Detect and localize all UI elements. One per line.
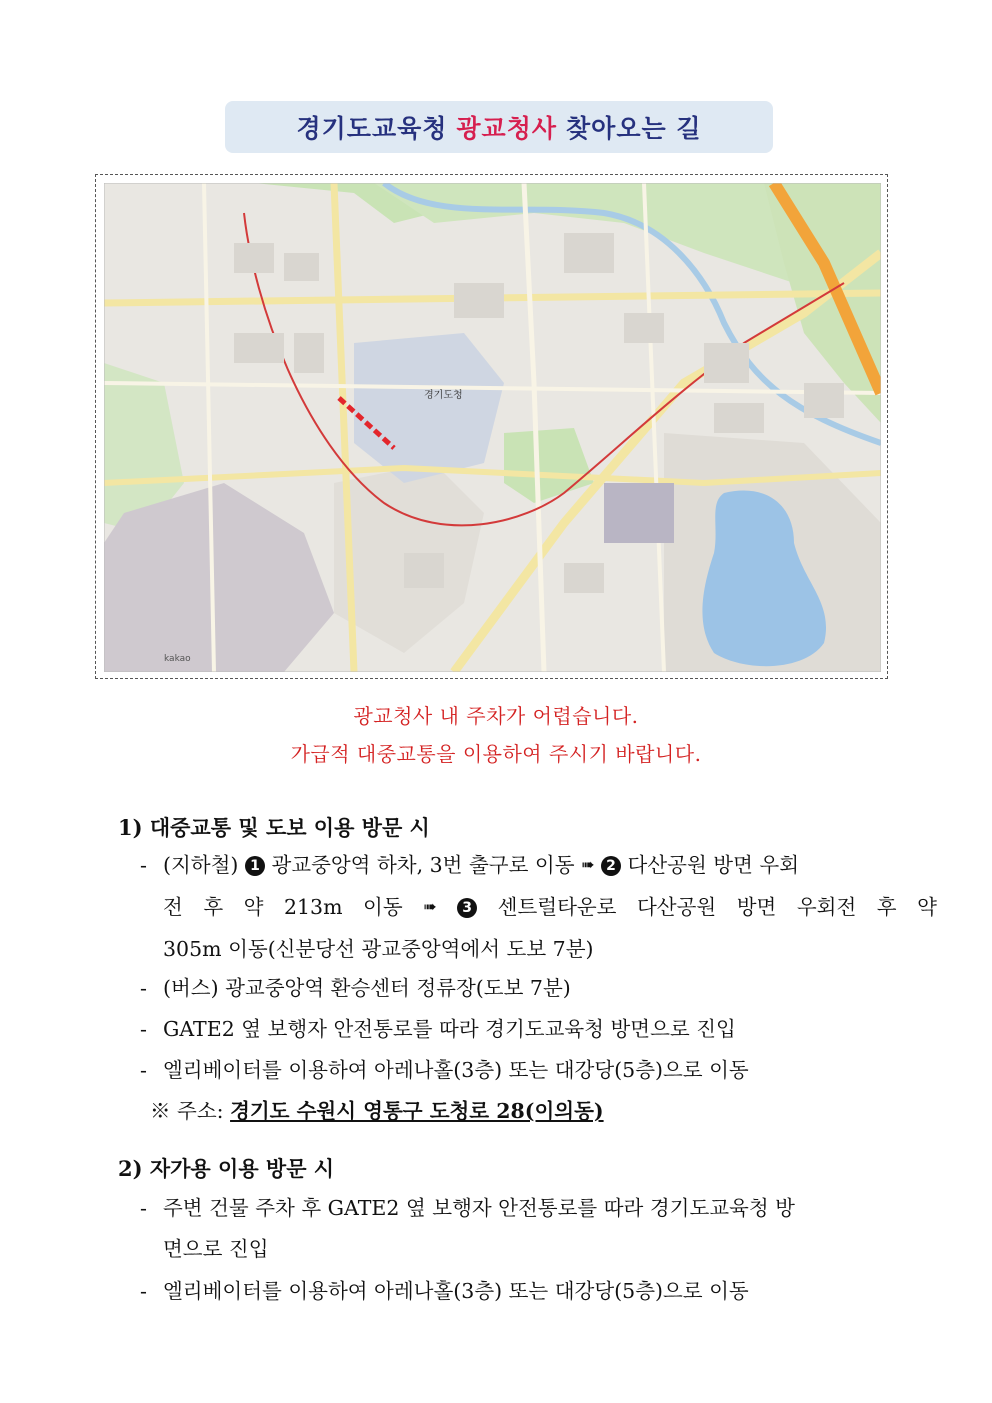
bullet-dash: - [140,1058,147,1082]
notice-line1: 광교청사 내 주차가 어렵습니다. [353,704,639,728]
page-title [225,101,773,153]
step3-text: 센트럴타운로 다산공원 방면 우회전 후 약 [497,895,937,919]
step2-text-b: 전 후 약 213m 이동 [163,895,403,919]
step3-number-icon: 3 [457,898,477,918]
elevator-text-2: 엘리베이터를 이용하여 아레나홀(3층) 또는 대강당(5층)으로 이동 [163,1279,749,1303]
step1-text: 광교중앙역 하차, 3번 출구로 이동 [271,853,575,877]
map-provider-logo: kakao [164,654,191,664]
step1-number-icon: 1 [245,856,265,876]
gate-text: GATE2 옆 보행자 안전통로를 따라 경기도교육청 방면으로 진입 [163,1017,736,1041]
step2-text-a: 다산공원 방면 우회 [627,853,800,877]
subway-line1 [163,844,799,886]
parking-text-b: 면으로 진입 [163,1237,269,1261]
bullet-dash: - [140,1196,147,1220]
bullet-dash: - [140,1017,147,1041]
title-part1: 경기도교육청 [296,114,448,143]
map-image [104,183,881,672]
arrow-icon: ➠ [581,855,595,874]
subway-prefix: (지하철) [163,853,239,877]
title-part2: 찾아오는 길 [566,114,702,143]
subway-line2 [163,886,937,928]
bullet-dash: - [140,1279,147,1303]
elevator-text: 엘리베이터를 이용하여 아레나홀(3층) 또는 대강당(5층)으로 이동 [163,1058,749,1082]
step2-number-icon: 2 [601,856,621,876]
parking-text-a: 주변 건물 주차 후 GATE2 옆 보행자 안전통로를 따라 경기도교육청 방 [163,1196,795,1220]
arrow-icon: ➠ [423,897,437,916]
map-label-office: 경기도청 [424,390,463,401]
title-highlight: 광교청사 [456,114,558,143]
bullet-dash: - [140,976,147,1000]
section2-heading: 2) 자가용 이용 방문 시 [118,1156,335,1181]
section1-heading: 1) 대중교통 및 도보 이용 방문 시 [118,815,430,840]
address-line [150,1090,604,1132]
notice-line2: 가급적 대중교통을 이용하여 주시기 바랍니다. [290,742,702,766]
location-map [95,174,888,679]
bus-text: (버스) 광교중앙역 환승센터 정류장(도보 7분) [163,976,571,1000]
address-text: 경기도 수원시 영통구 도청로 28(이의동) [230,1099,604,1123]
step3-text-cont: 305m 이동(신분당선 광교중앙역에서 도보 7분) [163,937,594,961]
bullet-dash: - [140,853,147,877]
address-prefix: ※ 주소: [150,1099,224,1123]
